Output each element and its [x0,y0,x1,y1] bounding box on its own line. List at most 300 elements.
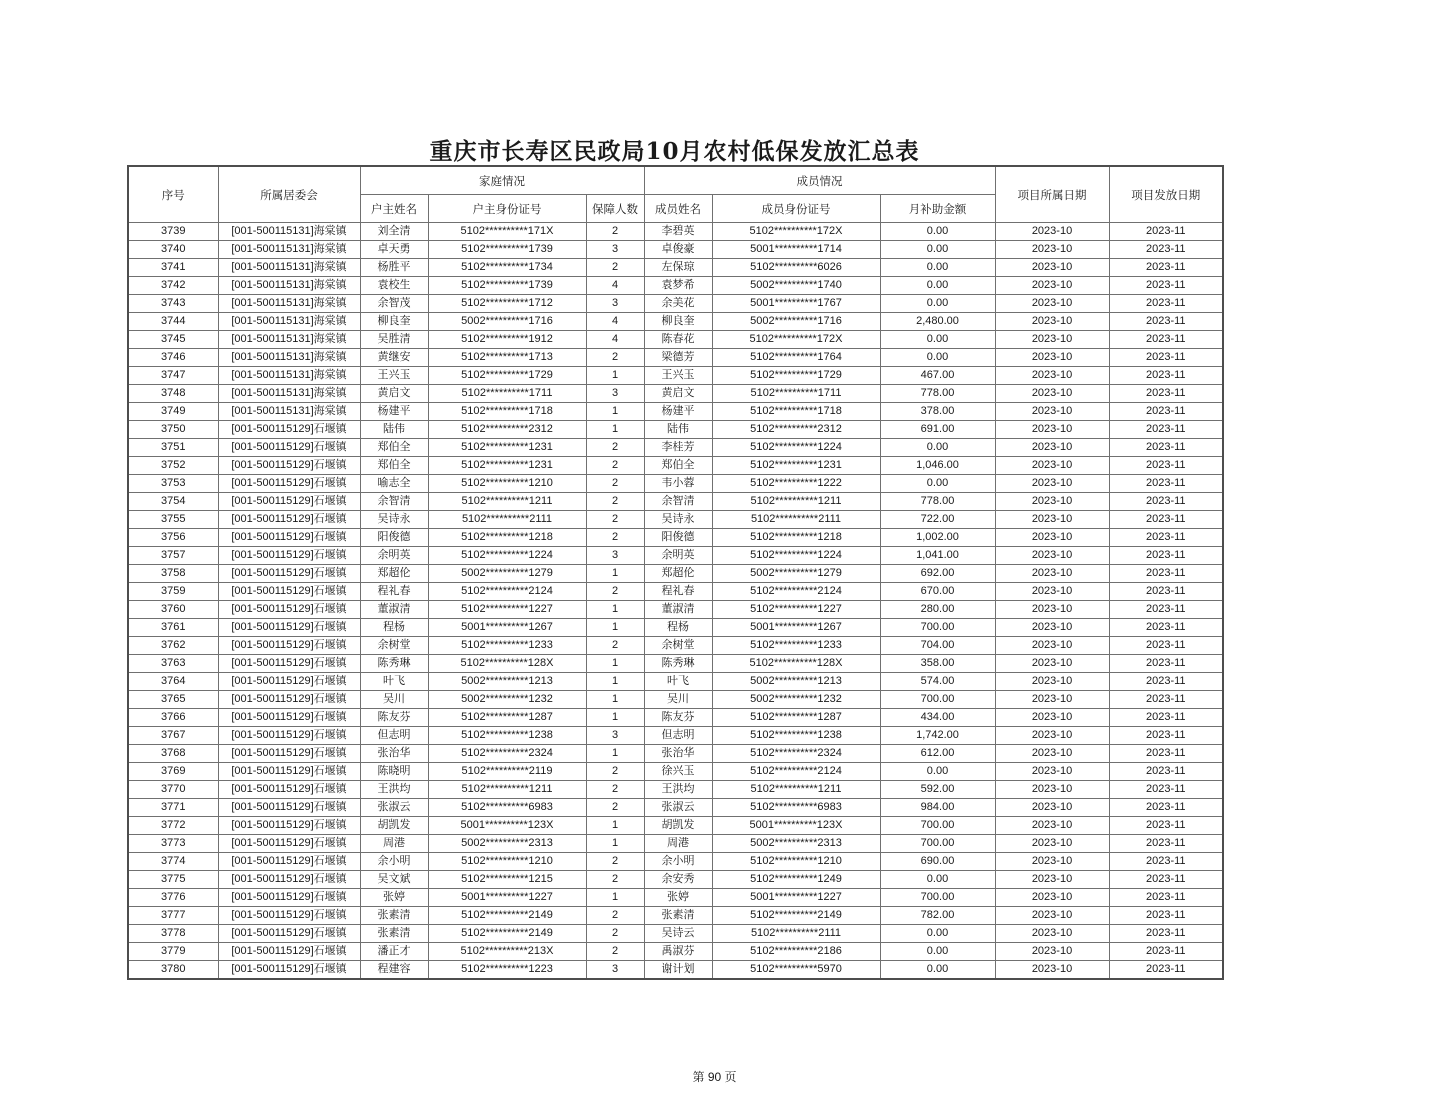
cell-member-name: 左保琼 [644,259,712,277]
cell-head-id: 5102**********1224 [428,547,586,565]
cell-member-name: 禹淑芬 [644,943,712,961]
cell-issue-month: 2023-11 [1109,313,1223,331]
cell-member-name: 陈友芬 [644,709,712,727]
cell-member-id: 5102**********1249 [712,871,880,889]
cell-committee: [001-500115129]石堰镇 [218,493,360,511]
cell-issue-month: 2023-11 [1109,655,1223,673]
cell-head-id: 5001**********1227 [428,889,586,907]
cell-monthly-subsidy: 1,002.00 [880,529,995,547]
table-row [128,403,1223,421]
cell-seq: 3746 [128,349,218,367]
cell-project-month: 2023-10 [995,673,1109,691]
cell-seq: 3755 [128,511,218,529]
header-insured-count: 保障人数 [586,195,644,223]
cell-seq: 3747 [128,367,218,385]
table-row [128,637,1223,655]
cell-seq: 3762 [128,637,218,655]
cell-project-month: 2023-10 [995,529,1109,547]
cell-head-name: 但志明 [360,727,428,745]
table-row [128,691,1223,709]
cell-head-id: 5102**********1739 [428,277,586,295]
cell-project-month: 2023-10 [995,349,1109,367]
cell-insured-count: 1 [586,889,644,907]
cell-monthly-subsidy: 0.00 [880,223,995,241]
cell-committee: [001-500115129]石堰镇 [218,907,360,925]
cell-monthly-subsidy: 704.00 [880,637,995,655]
cell-insured-count: 3 [586,547,644,565]
cell-committee: [001-500115131]海棠镇 [218,223,360,241]
cell-member-id: 5102**********1222 [712,475,880,493]
cell-monthly-subsidy: 690.00 [880,853,995,871]
cell-head-name: 郑伯全 [360,439,428,457]
header-head-id: 户主身份证号 [428,195,586,223]
cell-monthly-subsidy: 984.00 [880,799,995,817]
cell-seq: 3761 [128,619,218,637]
cell-head-id: 5102**********1739 [428,241,586,259]
cell-head-name: 张婷 [360,889,428,907]
cell-member-id: 5102**********1718 [712,403,880,421]
cell-seq: 3773 [128,835,218,853]
cell-monthly-subsidy: 0.00 [880,475,995,493]
cell-issue-month: 2023-11 [1109,925,1223,943]
cell-seq: 3759 [128,583,218,601]
cell-committee: [001-500115131]海棠镇 [218,403,360,421]
cell-member-name: 程礼春 [644,583,712,601]
cell-monthly-subsidy: 612.00 [880,745,995,763]
cell-head-id: 5102**********1912 [428,331,586,349]
cell-issue-month: 2023-11 [1109,223,1223,241]
cell-committee: [001-500115129]石堰镇 [218,637,360,655]
cell-project-month: 2023-10 [995,817,1109,835]
cell-monthly-subsidy: 700.00 [880,691,995,709]
cell-insured-count: 2 [586,907,644,925]
cell-member-name: 谢计划 [644,961,712,980]
cell-committee: [001-500115129]石堰镇 [218,889,360,907]
table-row [128,565,1223,583]
cell-project-month: 2023-10 [995,223,1109,241]
cell-project-month: 2023-10 [995,763,1109,781]
cell-issue-month: 2023-11 [1109,241,1223,259]
cell-committee: [001-500115129]石堰镇 [218,835,360,853]
cell-member-name: 郑超伦 [644,565,712,583]
cell-committee: [001-500115129]石堰镇 [218,529,360,547]
cell-head-name: 周港 [360,835,428,853]
table-row [128,943,1223,961]
cell-committee: [001-500115129]石堰镇 [218,691,360,709]
cell-member-id: 5102**********1764 [712,349,880,367]
table-row [128,529,1223,547]
cell-seq: 3771 [128,799,218,817]
header-head-name: 户主姓名 [360,195,428,223]
cell-head-name: 吴文斌 [360,871,428,889]
cell-member-id: 5102**********1238 [712,727,880,745]
cell-head-id: 5002**********1279 [428,565,586,583]
page-title: 重庆市长寿区民政局10月农村低保发放汇总表 [429,138,920,165]
cell-member-name: 郑伯全 [644,457,712,475]
cell-project-month: 2023-10 [995,871,1109,889]
cell-committee: [001-500115129]石堰镇 [218,781,360,799]
cell-issue-month: 2023-11 [1109,673,1223,691]
page-footer: 第 90 页 [692,1070,737,1084]
cell-seq: 3764 [128,673,218,691]
cell-insured-count: 2 [586,637,644,655]
cell-project-month: 2023-10 [995,781,1109,799]
cell-insured-count: 1 [586,817,644,835]
cell-head-id: 5102**********2124 [428,583,586,601]
cell-insured-count: 2 [586,763,644,781]
cell-seq: 3769 [128,763,218,781]
cell-member-id: 5102**********2111 [712,511,880,529]
header-member-name: 成员姓名 [644,195,712,223]
cell-seq: 3745 [128,331,218,349]
cell-project-month: 2023-10 [995,457,1109,475]
cell-head-name: 吴川 [360,691,428,709]
cell-insured-count: 2 [586,223,644,241]
cell-issue-month: 2023-11 [1109,475,1223,493]
cell-seq: 3772 [128,817,218,835]
cell-member-id: 5102**********1711 [712,385,880,403]
cell-head-name: 柳良奎 [360,313,428,331]
cell-member-id: 5001**********1227 [712,889,880,907]
cell-head-name: 潘正才 [360,943,428,961]
table-row [128,655,1223,673]
cell-committee: [001-500115129]石堰镇 [218,925,360,943]
cell-head-id: 5102**********1711 [428,385,586,403]
cell-issue-month: 2023-11 [1109,817,1223,835]
table-row [128,295,1223,313]
cell-project-month: 2023-10 [995,475,1109,493]
table-row [128,961,1223,980]
cell-issue-month: 2023-11 [1109,457,1223,475]
cell-seq: 3765 [128,691,218,709]
cell-head-id: 5102**********128X [428,655,586,673]
cell-member-name: 吴诗云 [644,925,712,943]
cell-head-name: 喻志全 [360,475,428,493]
cell-seq: 3767 [128,727,218,745]
cell-member-name: 袁梦希 [644,277,712,295]
cell-committee: [001-500115129]石堰镇 [218,727,360,745]
cell-member-name: 李碧英 [644,223,712,241]
table-row [128,799,1223,817]
cell-insured-count: 1 [586,367,644,385]
cell-project-month: 2023-10 [995,547,1109,565]
cell-insured-count: 3 [586,241,644,259]
cell-insured-count: 2 [586,511,644,529]
cell-issue-month: 2023-11 [1109,961,1223,980]
cell-insured-count: 2 [586,439,644,457]
cell-monthly-subsidy: 700.00 [880,835,995,853]
cell-committee: [001-500115131]海棠镇 [218,241,360,259]
cell-project-month: 2023-10 [995,961,1109,980]
table-row [128,763,1223,781]
cell-issue-month: 2023-11 [1109,889,1223,907]
cell-committee: [001-500115129]石堰镇 [218,709,360,727]
cell-monthly-subsidy: 782.00 [880,907,995,925]
header-seq: 序号 [128,166,218,223]
header-committee: 所属居委会 [218,166,360,223]
cell-member-id: 5102**********172X [712,331,880,349]
cell-head-id: 5102**********1210 [428,853,586,871]
cell-monthly-subsidy: 0.00 [880,295,995,313]
cell-head-name: 余小明 [360,853,428,871]
cell-member-name: 周港 [644,835,712,853]
cell-member-name: 但志明 [644,727,712,745]
cell-issue-month: 2023-11 [1109,763,1223,781]
cell-monthly-subsidy: 0.00 [880,241,995,259]
table-row [128,709,1223,727]
cell-committee: [001-500115131]海棠镇 [218,349,360,367]
cell-monthly-subsidy: 700.00 [880,889,995,907]
cell-committee: [001-500115131]海棠镇 [218,313,360,331]
cell-issue-month: 2023-11 [1109,277,1223,295]
cell-insured-count: 2 [586,925,644,943]
table-row [128,601,1223,619]
cell-issue-month: 2023-11 [1109,691,1223,709]
cell-head-id: 5001**********123X [428,817,586,835]
cell-monthly-subsidy: 0.00 [880,943,995,961]
cell-head-id: 5102**********2312 [428,421,586,439]
cell-member-name: 王兴玉 [644,367,712,385]
cell-member-name: 王洪均 [644,781,712,799]
cell-head-id: 5002**********2313 [428,835,586,853]
cell-member-id: 5001**********1767 [712,295,880,313]
cell-head-id: 5102**********1718 [428,403,586,421]
cell-head-id: 5001**********1267 [428,619,586,637]
cell-head-name: 叶飞 [360,673,428,691]
cell-seq: 3774 [128,853,218,871]
cell-head-id: 5102**********2149 [428,925,586,943]
cell-monthly-subsidy: 778.00 [880,493,995,511]
cell-project-month: 2023-10 [995,493,1109,511]
cell-head-name: 黄继安 [360,349,428,367]
cell-project-month: 2023-10 [995,637,1109,655]
table-row [128,907,1223,925]
cell-head-name: 张淑云 [360,799,428,817]
cell-seq: 3739 [128,223,218,241]
cell-monthly-subsidy: 722.00 [880,511,995,529]
cell-head-id: 5102**********1238 [428,727,586,745]
cell-member-name: 胡凯发 [644,817,712,835]
cell-issue-month: 2023-11 [1109,727,1223,745]
header-family-group: 家庭情况 [360,166,644,195]
cell-insured-count: 2 [586,493,644,511]
cell-head-id: 5102**********1231 [428,457,586,475]
cell-member-id: 5102**********1210 [712,853,880,871]
cell-member-name: 余美花 [644,295,712,313]
cell-project-month: 2023-10 [995,403,1109,421]
cell-monthly-subsidy: 0.00 [880,349,995,367]
cell-head-id: 5102**********1713 [428,349,586,367]
cell-member-name: 梁德芳 [644,349,712,367]
cell-issue-month: 2023-11 [1109,493,1223,511]
cell-member-id: 5002**********1232 [712,691,880,709]
cell-head-name: 余智清 [360,493,428,511]
cell-committee: [001-500115129]石堰镇 [218,619,360,637]
cell-project-month: 2023-10 [995,709,1109,727]
cell-insured-count: 2 [586,457,644,475]
cell-member-id: 5102**********2149 [712,907,880,925]
cell-committee: [001-500115131]海棠镇 [218,331,360,349]
cell-seq: 3753 [128,475,218,493]
cell-head-name: 程杨 [360,619,428,637]
table-row [128,313,1223,331]
cell-head-name: 吴胜清 [360,331,428,349]
cell-head-name: 杨胜平 [360,259,428,277]
cell-member-id: 5102**********1231 [712,457,880,475]
cell-head-id: 5102**********1223 [428,961,586,980]
cell-monthly-subsidy: 0.00 [880,961,995,980]
cell-head-name: 袁校生 [360,277,428,295]
cell-monthly-subsidy: 574.00 [880,673,995,691]
cell-member-id: 5002**********1279 [712,565,880,583]
cell-insured-count: 3 [586,727,644,745]
cell-committee: [001-500115129]石堰镇 [218,763,360,781]
cell-project-month: 2023-10 [995,799,1109,817]
cell-head-id: 5102**********1211 [428,493,586,511]
cell-insured-count: 4 [586,313,644,331]
cell-head-id: 5102**********6983 [428,799,586,817]
cell-member-id: 5102**********1287 [712,709,880,727]
table-row [128,439,1223,457]
table-row [128,817,1223,835]
cell-head-name: 吴诗永 [360,511,428,529]
cell-committee: [001-500115129]石堰镇 [218,583,360,601]
cell-insured-count: 2 [586,799,644,817]
cell-insured-count: 1 [586,421,644,439]
cell-member-name: 杨建平 [644,403,712,421]
cell-head-name: 陈友芬 [360,709,428,727]
table-row [128,367,1223,385]
cell-issue-month: 2023-11 [1109,853,1223,871]
cell-seq: 3775 [128,871,218,889]
cell-head-name: 陆伟 [360,421,428,439]
cell-committee: [001-500115131]海棠镇 [218,259,360,277]
cell-monthly-subsidy: 1,046.00 [880,457,995,475]
cell-member-name: 陈秀琳 [644,655,712,673]
cell-member-name: 余树堂 [644,637,712,655]
cell-project-month: 2023-10 [995,925,1109,943]
cell-seq: 3776 [128,889,218,907]
cell-head-name: 王兴玉 [360,367,428,385]
cell-head-id: 5102**********1712 [428,295,586,313]
cell-project-month: 2023-10 [995,583,1109,601]
cell-committee: [001-500115131]海棠镇 [218,385,360,403]
cell-issue-month: 2023-11 [1109,835,1223,853]
cell-monthly-subsidy: 0.00 [880,871,995,889]
cell-member-id: 5102**********172X [712,223,880,241]
cell-member-name: 徐兴玉 [644,763,712,781]
cell-project-month: 2023-10 [995,385,1109,403]
cell-seq: 3770 [128,781,218,799]
cell-committee: [001-500115131]海棠镇 [218,295,360,313]
cell-monthly-subsidy: 692.00 [880,565,995,583]
cell-issue-month: 2023-11 [1109,511,1223,529]
cell-project-month: 2023-10 [995,331,1109,349]
cell-monthly-subsidy: 700.00 [880,619,995,637]
cell-committee: [001-500115129]石堰镇 [218,547,360,565]
cell-member-id: 5001**********1267 [712,619,880,637]
cell-monthly-subsidy: 0.00 [880,277,995,295]
cell-monthly-subsidy: 670.00 [880,583,995,601]
cell-seq: 3768 [128,745,218,763]
cell-monthly-subsidy: 778.00 [880,385,995,403]
cell-head-id: 5002**********1716 [428,313,586,331]
cell-head-name: 王洪均 [360,781,428,799]
cell-head-id: 5102**********1227 [428,601,586,619]
cell-head-id: 5002**********1213 [428,673,586,691]
cell-committee: [001-500115129]石堰镇 [218,655,360,673]
cell-head-name: 余树堂 [360,637,428,655]
cell-insured-count: 1 [586,655,644,673]
cell-seq: 3777 [128,907,218,925]
cell-issue-month: 2023-11 [1109,799,1223,817]
cell-member-name: 陈春花 [644,331,712,349]
table-row [128,871,1223,889]
cell-member-name: 余小明 [644,853,712,871]
cell-insured-count: 3 [586,295,644,313]
table-row [128,853,1223,871]
cell-committee: [001-500115129]石堰镇 [218,853,360,871]
cell-seq: 3748 [128,385,218,403]
cell-seq: 3763 [128,655,218,673]
cell-issue-month: 2023-11 [1109,637,1223,655]
cell-seq: 3779 [128,943,218,961]
cell-committee: [001-500115129]石堰镇 [218,871,360,889]
cell-head-name: 刘全清 [360,223,428,241]
cell-issue-month: 2023-11 [1109,367,1223,385]
cell-seq: 3760 [128,601,218,619]
cell-member-id: 5102**********1233 [712,637,880,655]
cell-issue-month: 2023-11 [1109,295,1223,313]
cell-committee: [001-500115131]海棠镇 [218,367,360,385]
cell-issue-month: 2023-11 [1109,385,1223,403]
cell-project-month: 2023-10 [995,907,1109,925]
cell-member-id: 5102**********6026 [712,259,880,277]
cell-member-name: 张素清 [644,907,712,925]
cell-issue-month: 2023-11 [1109,619,1223,637]
cell-insured-count: 2 [586,781,644,799]
table-row [128,349,1223,367]
cell-head-name: 郑超伦 [360,565,428,583]
cell-insured-count: 1 [586,619,644,637]
cell-head-id: 5102**********1233 [428,637,586,655]
cell-insured-count: 2 [586,871,644,889]
cell-member-id: 5102**********1211 [712,493,880,511]
table-row [128,673,1223,691]
cell-head-name: 陈晓明 [360,763,428,781]
cell-head-id: 5002**********1232 [428,691,586,709]
cell-insured-count: 3 [586,961,644,980]
cell-monthly-subsidy: 691.00 [880,421,995,439]
cell-insured-count: 2 [586,529,644,547]
cell-member-name: 李桂芳 [644,439,712,457]
cell-project-month: 2023-10 [995,277,1109,295]
cell-seq: 3740 [128,241,218,259]
cell-monthly-subsidy: 378.00 [880,403,995,421]
table-row [128,835,1223,853]
cell-committee: [001-500115129]石堰镇 [218,511,360,529]
cell-head-id: 5102**********1231 [428,439,586,457]
cell-head-id: 5102**********1211 [428,781,586,799]
cell-issue-month: 2023-11 [1109,907,1223,925]
cell-member-name: 吴川 [644,691,712,709]
cell-seq: 3751 [128,439,218,457]
cell-monthly-subsidy: 467.00 [880,367,995,385]
cell-member-name: 柳良奎 [644,313,712,331]
cell-project-month: 2023-10 [995,421,1109,439]
cell-head-name: 胡凯发 [360,817,428,835]
cell-project-month: 2023-10 [995,835,1109,853]
